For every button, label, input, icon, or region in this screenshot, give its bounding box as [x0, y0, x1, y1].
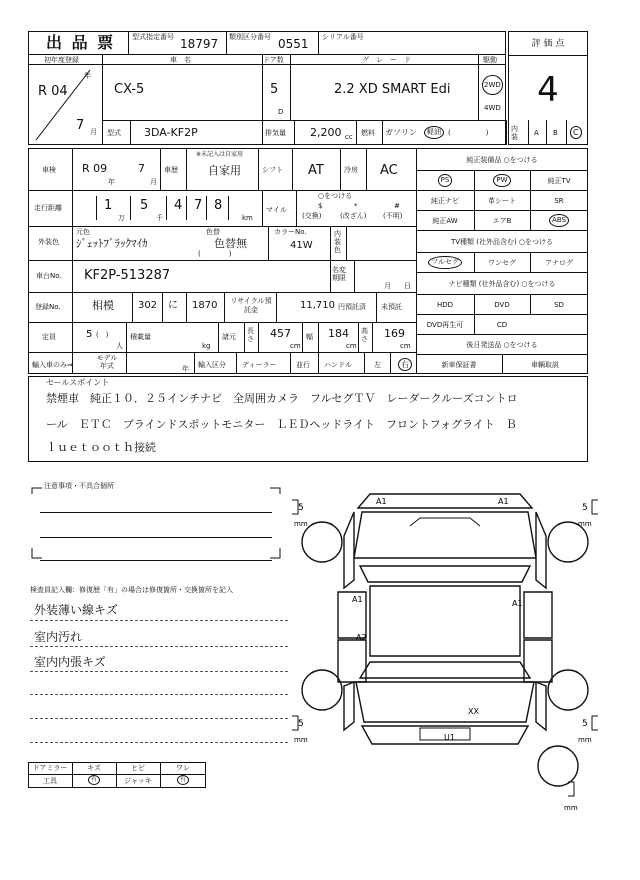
mark-left-rear-door: A2	[356, 633, 367, 642]
front-left-tire	[302, 522, 342, 562]
color-label: 外装色	[38, 238, 59, 246]
defect-3: 室内内張キズ	[34, 655, 106, 669]
tire-fr-mm: mm	[578, 520, 592, 528]
load-kg: kg	[202, 342, 211, 350]
disp-label: 排気量	[265, 129, 286, 137]
interior-label: 内装	[511, 125, 518, 141]
right-rear-fender	[536, 682, 546, 730]
recycle-unpaid: 未預託	[381, 303, 402, 311]
rear-window	[360, 662, 530, 678]
grade-label: グ レ ー ド	[362, 56, 411, 64]
tool-yes: 有	[72, 775, 116, 785]
inspect-value: R 09	[82, 162, 108, 175]
equip-tv: 純正TV	[547, 177, 571, 185]
type-no: 18797	[180, 37, 219, 51]
tamper-mark: *	[354, 202, 358, 210]
sales-line3: ｌｕｅｔｏｏｔｈ接続	[46, 441, 156, 454]
navi-sd: SD	[554, 301, 564, 309]
rear-left-tire	[302, 670, 342, 710]
car-name-label: 車 名	[170, 56, 191, 64]
windshield	[360, 566, 530, 582]
mark-rear-bumper: U1	[444, 733, 455, 742]
mileage-d2: 5	[140, 198, 149, 213]
spare-mm: mm	[564, 804, 578, 812]
orig-color: ｼﾞｪｯﾄﾌﾞﾗｯｸﾏｲｶ	[76, 237, 148, 250]
first-reg-era: R 04	[38, 84, 68, 99]
model-year-label: モデル年式	[96, 354, 118, 370]
equip-airbag: エアB	[492, 217, 512, 225]
tool-mirror: ドアミラー	[32, 764, 68, 772]
serial-label: シリアル番号	[322, 33, 364, 41]
drive-label: 駆動	[483, 56, 497, 64]
fuel-gas: ガソリン	[385, 128, 417, 137]
right-front-fender	[536, 512, 546, 588]
mileage-km: km	[242, 214, 253, 222]
import-parallel: 並行	[296, 361, 310, 369]
notes-label: 注意事項・不具合個所	[44, 482, 114, 490]
tire-fr-size: 5	[582, 503, 588, 513]
hood	[354, 512, 536, 558]
tire-fl-size: 5	[298, 503, 304, 513]
left-front-fender	[344, 512, 354, 588]
equip-pw: PW	[474, 174, 530, 187]
interior-color-label: 内装色	[334, 230, 341, 254]
length-cm: cm	[290, 342, 301, 350]
mark-bumper-left: A1	[376, 497, 387, 506]
width-cm: cm	[346, 342, 357, 350]
equip-navi: 純正ナビ	[431, 197, 459, 205]
grade-value: 2.2 XD SMART Edi	[334, 82, 451, 97]
mark-bumper-right: A1	[498, 497, 509, 506]
model-label: 型式	[107, 129, 121, 137]
drive-2wd: 2WD	[482, 75, 503, 95]
swap-mark: $	[318, 202, 323, 210]
cool-value: AC	[380, 163, 398, 178]
first-reg-month: 7	[76, 118, 85, 133]
rear-right-tire	[548, 670, 588, 710]
dvd-playback: DVD再生可	[426, 321, 464, 329]
tool-crack: ヒビ	[131, 764, 145, 772]
cool-label: 冷房	[344, 166, 358, 174]
eval-label: 評 価 点	[531, 39, 565, 49]
chassis-label: 車台No.	[36, 272, 62, 280]
tool-scratch: キズ	[87, 764, 101, 772]
handle-label: ハンドル	[324, 361, 352, 369]
history-value: 自家用	[208, 164, 241, 177]
mileage-d1: 1	[104, 198, 113, 213]
sales-line2: ール ＥＴＣ ブラインドスポットモニター ＬＥＤヘッドライト フロントフォグライト Ｂ	[46, 418, 517, 431]
equip-abs: ABS	[530, 214, 588, 227]
inspector-note: 検査員記入欄：修復歴「有」の場合は修復箇所・交換箇所を記入	[30, 586, 233, 594]
eval-score: 4	[537, 70, 559, 110]
tire-rr-mm: mm	[578, 736, 592, 744]
spare-tire	[538, 746, 578, 786]
import-dealer: ディーラー	[242, 361, 277, 369]
history-label: 車歴	[164, 166, 178, 174]
height-label: 高さ	[361, 327, 368, 343]
car-diagram	[294, 486, 600, 812]
first-reg-label: 初年度登録	[44, 56, 79, 64]
equip-leather: 革シート	[488, 197, 516, 205]
mile-tsukeru: ○をつける	[318, 192, 353, 200]
size-label: 諸元	[222, 333, 236, 341]
tv-fullseg: フルセグ	[416, 256, 474, 269]
capacity-person: 人	[116, 342, 123, 350]
door-label: ドア数	[263, 56, 284, 64]
mileage-label: 走行距離	[34, 204, 62, 212]
handle-left: 左	[374, 361, 381, 369]
navi-cd: CD	[496, 321, 508, 329]
manual-doc: 車輌取説	[531, 361, 559, 369]
inspect-year: 年	[108, 178, 115, 186]
type-label: 型式指定番号	[132, 33, 174, 41]
equip-ps: PS	[416, 174, 474, 187]
handle-right: 右	[398, 358, 412, 371]
warranty-doc: 新車保証書	[441, 361, 477, 369]
length-value: 457	[270, 327, 291, 340]
right-door-front	[524, 592, 552, 638]
fuel-label: 燃料	[361, 129, 375, 137]
orig-color-label: 元色	[76, 228, 90, 236]
class-label: 類別区分番号	[229, 33, 271, 41]
disp-unit: cc	[345, 133, 353, 141]
equip-title: 純正装備品 ○をつける	[466, 156, 538, 164]
front-right-tire	[548, 522, 588, 562]
regist-number: 1870	[192, 300, 218, 311]
regist-area: 相模	[92, 299, 114, 312]
interior-a: A	[534, 129, 539, 137]
mark-left-door: A1	[352, 595, 363, 604]
inspect-month-unit: 月	[150, 178, 157, 186]
color-code: 41W	[290, 240, 313, 251]
equip-aw: 純正AW	[432, 217, 458, 225]
width-label: 幅	[306, 333, 313, 341]
height-cm: cm	[400, 342, 411, 350]
regist-label: 登録No.	[35, 303, 61, 311]
length-label: 長さ	[247, 327, 254, 343]
tire-rr-size: 5	[582, 719, 588, 729]
navi-dvd: DVD	[494, 301, 510, 309]
jack-label: ジャッキ	[124, 777, 152, 785]
load-label: 積載量	[130, 333, 151, 341]
inspect-month: 7	[138, 162, 145, 175]
trunk	[356, 682, 534, 722]
class-no: 0551	[278, 37, 309, 51]
history-note: ※未記入は自家用	[196, 151, 244, 158]
capacity-value: 5	[86, 329, 93, 340]
swap-label: (交換)	[302, 212, 322, 220]
regist-kana: に	[168, 300, 178, 311]
tool-break: ワレ	[176, 764, 190, 772]
expire-day: 日	[404, 282, 411, 290]
change-value: 色替無	[214, 237, 247, 250]
tire-rl-mm: mm	[294, 736, 308, 744]
capacity-paren: ( )	[96, 331, 109, 339]
fuel-diesel: 軽油	[424, 126, 444, 139]
disp-value: 2,200	[310, 126, 342, 139]
expire-label: 名変期限	[332, 266, 346, 282]
color-code-label: カラーNo.	[274, 228, 307, 236]
mark-rear: XX	[468, 707, 479, 716]
sheet-title: 出 品 票	[46, 33, 116, 52]
left-rear-fender	[344, 682, 354, 730]
interior-b: B	[553, 129, 558, 137]
defect-2: 室内汚れ	[34, 630, 83, 644]
mark-right-door: A1	[512, 599, 523, 608]
tv-oneseg: ワンセグ	[488, 259, 516, 267]
equip-sr: SR	[554, 197, 564, 205]
navi-type-title: ナビ種類 (社外品含む) ○をつける	[448, 280, 556, 288]
import-label: 輸入車のみ⇒	[32, 361, 73, 369]
chassis-value: KF2P-513287	[84, 268, 171, 283]
inspect-label: 車検	[42, 166, 56, 174]
drive-4wd: 4WD	[484, 104, 501, 112]
door-count: 5	[270, 82, 279, 97]
recycle-value: 11,710	[300, 300, 335, 311]
unknown-label: (不明)	[383, 212, 403, 220]
door-suffix: D	[278, 108, 284, 116]
fuel-other: ( )	[448, 129, 489, 137]
tool-label: 工具	[43, 777, 57, 785]
shift-label: シフト	[262, 166, 283, 174]
height-value: 169	[384, 327, 405, 340]
mile-label: マイル	[266, 206, 287, 214]
car-name: CX-5	[114, 82, 145, 97]
mileage-man: 万	[118, 214, 125, 222]
recycle-unit: 円預託済	[338, 303, 366, 311]
width-value: 184	[328, 327, 349, 340]
capacity-label: 定員	[42, 333, 56, 341]
unknown-mark: #	[394, 202, 400, 210]
tv-type-title: TV種類 (社外品含む) ○をつける	[450, 238, 554, 246]
mileage-sen: 千	[156, 214, 163, 222]
tire-rl-size: 5	[298, 719, 304, 729]
reg-year-unit: 年	[84, 72, 91, 80]
reg-month-unit: 月	[90, 128, 97, 136]
tire-fl-mm: mm	[294, 520, 308, 528]
interior-c: C	[570, 126, 582, 139]
shift-value: AT	[308, 163, 324, 178]
jack-yes: 有	[160, 775, 206, 785]
mileage-d3: 4	[174, 198, 183, 213]
later-title: 後日発送品 ○をつける	[466, 341, 538, 349]
mileage-d5: 8	[214, 198, 223, 213]
defect-1: 外装薄い線キズ	[34, 603, 118, 617]
import-year: 年	[182, 365, 189, 373]
model-value: 3DA-KF2P	[144, 126, 198, 139]
regist-class: 302	[138, 300, 158, 311]
roof	[370, 586, 520, 656]
sales-label: セールスポイント	[46, 378, 110, 387]
import-class-label: 輸入区分	[198, 361, 226, 369]
change-paren: ( )	[198, 250, 232, 258]
tv-analog: アナログ	[545, 259, 573, 267]
expire-month: 月	[384, 282, 391, 290]
notes-bracket	[28, 486, 288, 566]
change-label: 色替	[206, 228, 220, 236]
mileage-d4: 7	[194, 198, 203, 213]
navi-hdd: HDD	[436, 301, 454, 309]
sales-line1: 禁煙車 純正１０．２５インチナビ 全周囲カメラ フルセグＴＶ レーダークルーズコントロ	[46, 392, 518, 405]
recycle-label: リサイクル預託金	[230, 297, 272, 314]
tamper-label: (改ざん)	[340, 212, 367, 220]
